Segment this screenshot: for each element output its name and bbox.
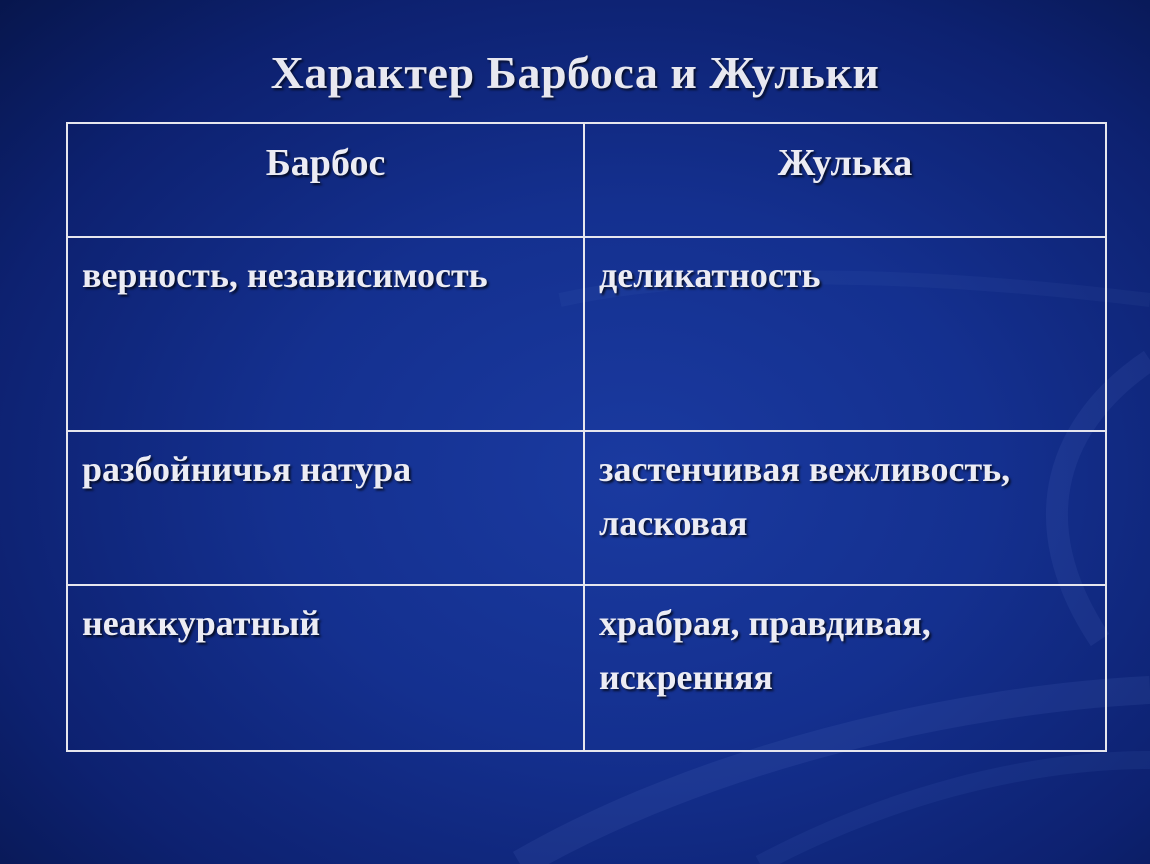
slide-title: Характер Барбоса и Жульки (270, 47, 880, 98)
table-cell: неаккуратный (67, 585, 584, 751)
character-comparison-table (66, 122, 1107, 752)
column-header-zhulka: Жулька (584, 123, 1106, 237)
table-header-row (67, 123, 1106, 237)
table-cell: застенчивая вежливость, ласковая (584, 431, 1106, 585)
table-cell: верность, независимость (67, 237, 584, 431)
table-cell: деликатность (584, 237, 1106, 431)
column-header-barbos: Барбос (67, 123, 584, 237)
table-cell: храбрая, правдивая, искренняя (584, 585, 1106, 751)
table-row (67, 431, 1106, 585)
table-cell: разбойничья натура (67, 431, 584, 585)
table-row (67, 237, 1106, 431)
table-row (67, 585, 1106, 751)
